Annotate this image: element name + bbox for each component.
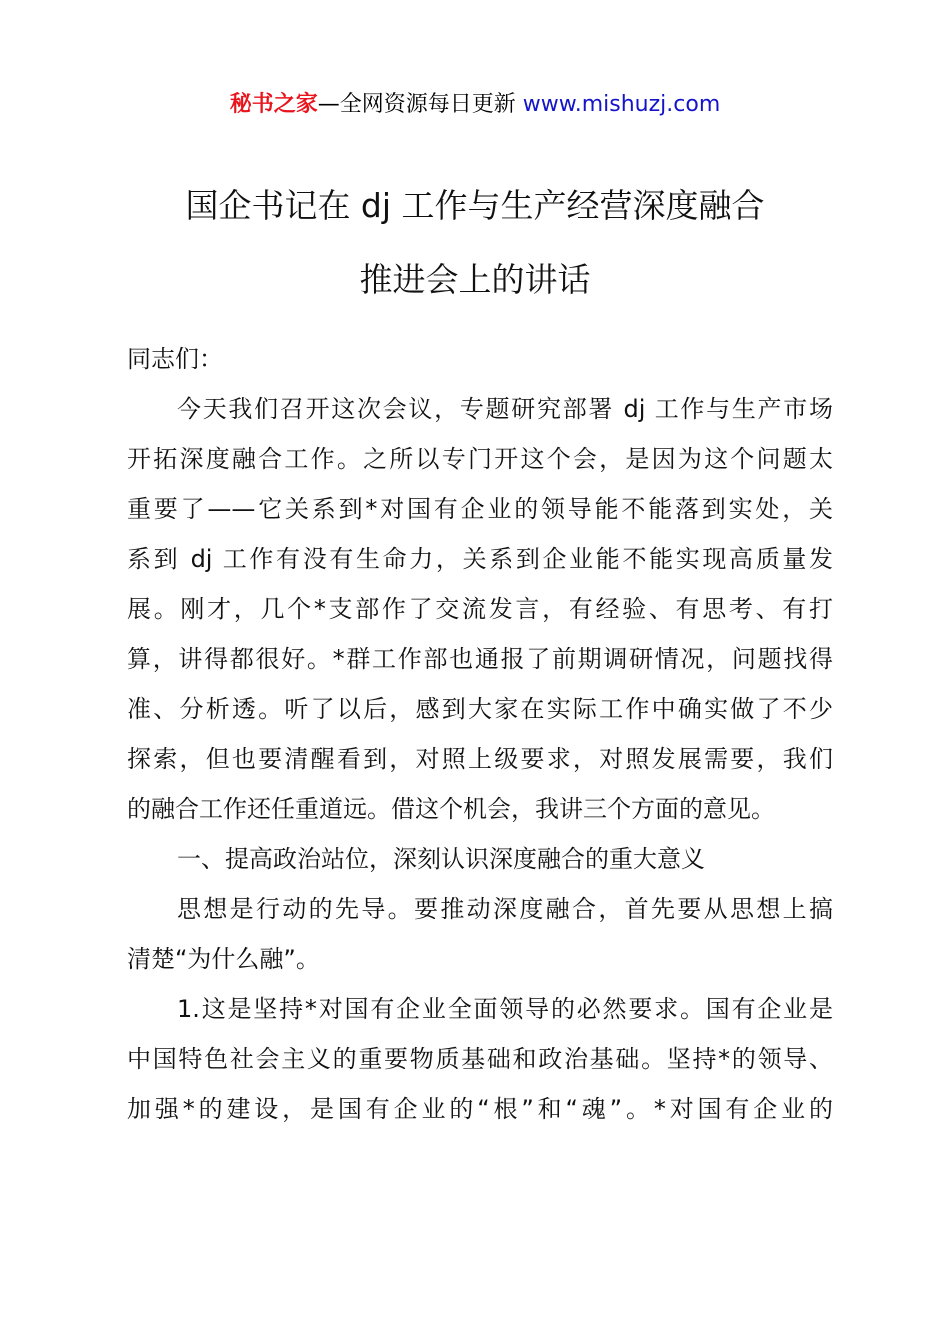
paragraph-line: 中国特色社会主义的重要物质基础和政治基础。坚持*的领导、	[127, 1045, 833, 1073]
paragraph-line: 开拓深度融合工作。之所以专门开这个会，是因为这个问题太	[127, 445, 833, 473]
paragraph-line: 算，讲得都很好。*群工作部也通报了前期调研情况，问题找得	[127, 645, 833, 673]
site-header	[0, 88, 950, 122]
paragraph-line: 清楚“为什么融”。	[127, 945, 320, 973]
document-title-line-1: 国企书记在 dj 工作与生产经营深度融合	[185, 186, 765, 225]
document-body	[127, 334, 833, 1134]
header-slogan: —全网资源每日更新	[317, 92, 523, 117]
paragraph-line: 1.这是坚持*对国有企业全面领导的必然要求。国有企业是	[177, 995, 833, 1023]
paragraph-line: 加强*的建设，是国有企业的“根”和“魂”。*对国有企业的	[127, 1095, 833, 1123]
paragraph-line: 今天我们召开这次会议，专题研究部署 dj 工作与生产市场	[177, 395, 833, 423]
brand-name: 秘书之家	[229, 92, 318, 117]
paragraph-line: 的融合工作还任重道远。借这个机会，我讲三个方面的意见。	[127, 795, 775, 823]
paragraph-line: 探索，但也要清醒看到，对照上级要求，对照发展需要，我们	[127, 745, 833, 773]
salutation: 同志们：	[127, 345, 223, 373]
site-url-link[interactable]: www.mishuzj.com	[522, 92, 721, 117]
paragraph-line: 准、分析透。听了以后，感到大家在实际工作中确实做了不少	[127, 695, 833, 723]
document-title-line-2: 推进会上的讲话	[359, 260, 591, 299]
section-heading: 一、提高政治站位，深刻认识深度融合的重大意义	[177, 845, 705, 873]
paragraph-line: 展。刚才，几个*支部作了交流发言，有经验、有思考、有打	[127, 595, 833, 623]
paragraph-line: 思想是行动的先导。要推动深度融合，首先要从思想上搞	[177, 895, 833, 923]
paragraph-line: 重要了——它关系到*对国有企业的领导能不能落到实处，关	[127, 495, 833, 523]
paragraph-line: 系到 dj 工作有没有生命力，关系到企业能不能实现高质量发	[127, 545, 833, 573]
